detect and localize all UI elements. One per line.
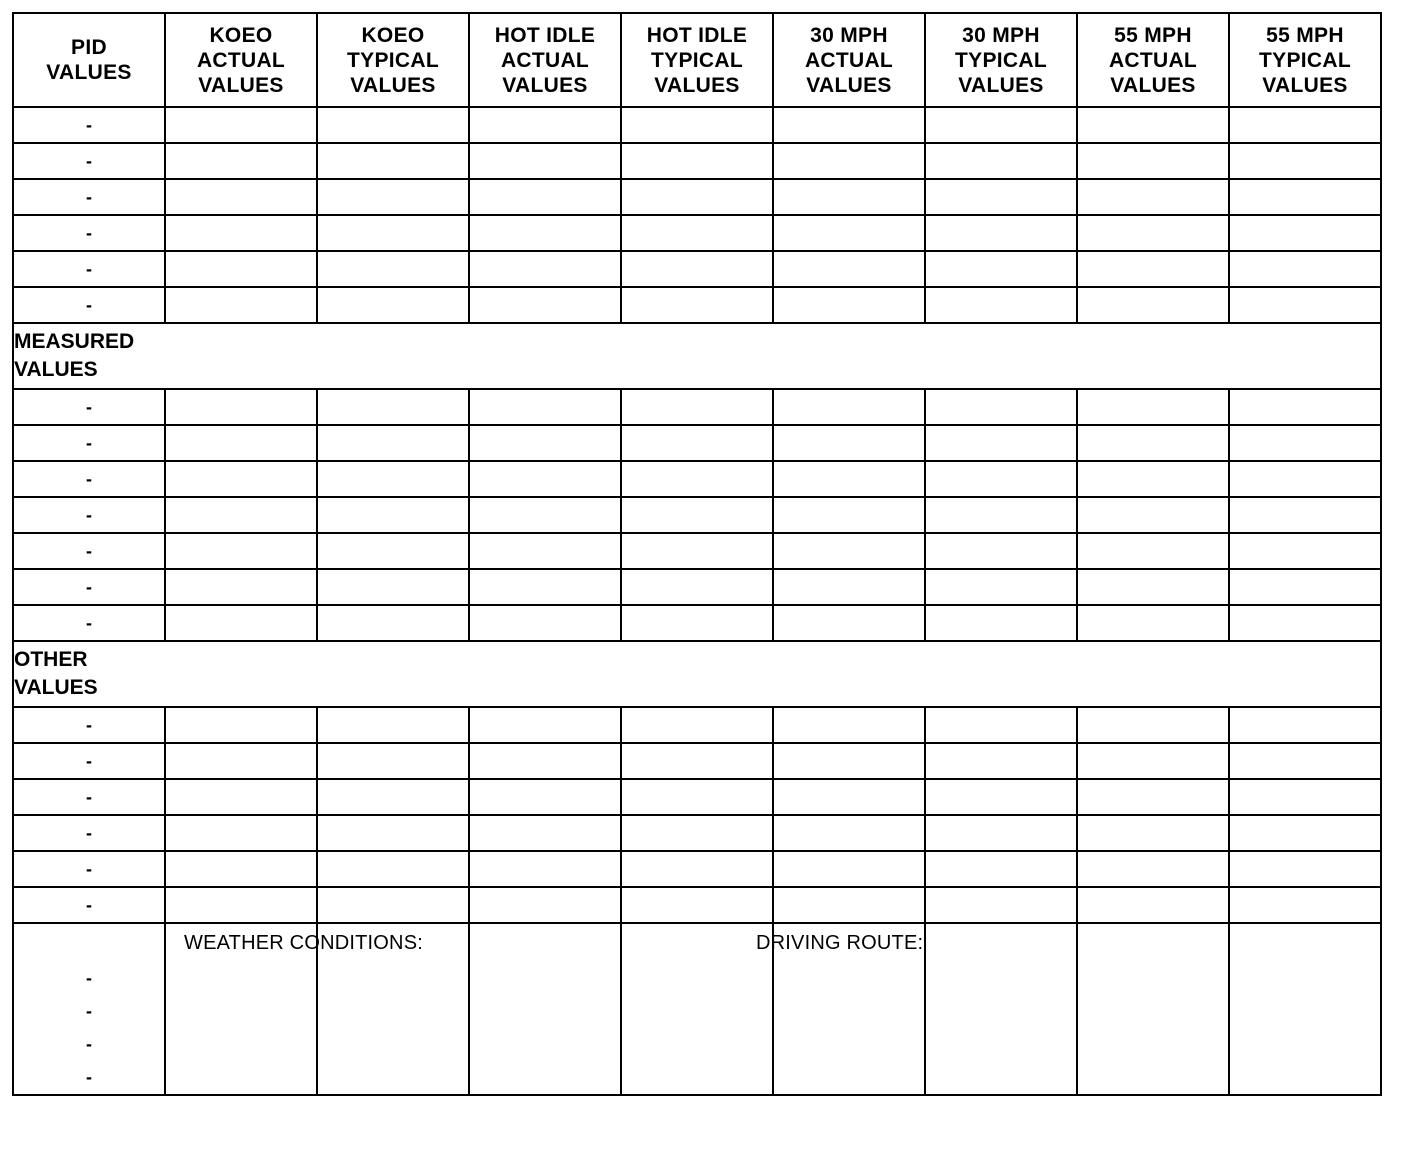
value-cell[interactable] [317,779,469,815]
column-header [165,13,317,107]
column-header [773,13,925,107]
value-cell[interactable] [317,425,469,461]
value-cell[interactable] [773,107,925,143]
section-row [13,425,1381,461]
column-header-line: TYPICAL [955,48,1047,72]
value-cell[interactable] [165,143,317,179]
value-cell[interactable] [469,179,621,215]
value-cell[interactable] [621,887,773,923]
pid-cell[interactable]: - [13,251,165,287]
value-cell[interactable] [165,497,317,533]
pid-row [13,143,1381,179]
pid-row [13,107,1381,143]
value-cell[interactable] [317,707,469,743]
value-cell[interactable] [165,461,317,497]
value-cell[interactable] [773,287,925,323]
value-cell[interactable] [469,851,621,887]
value-cell[interactable] [165,251,317,287]
pid-cell[interactable]: - [13,425,165,461]
section-row [13,707,1381,743]
value-cell[interactable] [317,251,469,287]
notes-marker-cell [13,923,165,1095]
pid-row [13,287,1381,323]
pid-cell[interactable]: - [13,779,165,815]
value-cell[interactable] [1229,461,1381,497]
pid-row [13,251,1381,287]
value-cell[interactable] [925,815,1077,851]
value-cell[interactable] [925,107,1077,143]
column-header-line: VALUES [654,73,740,97]
table-body [13,107,1381,1095]
value-cell[interactable] [1077,143,1229,179]
section-row [13,389,1381,425]
value-cell[interactable] [1229,251,1381,287]
column-header-line: HOT IDLE [646,23,748,47]
column-header [925,13,1077,107]
value-cell[interactable] [1077,605,1229,641]
value-cell[interactable] [1077,287,1229,323]
value-cell[interactable] [621,779,773,815]
value-cell[interactable] [773,215,925,251]
value-cell[interactable] [773,251,925,287]
column-header-line: ACTUAL [196,48,286,72]
value-cell[interactable] [1229,779,1381,815]
value-cell[interactable] [1077,815,1229,851]
value-cell[interactable] [925,215,1077,251]
value-cell[interactable] [469,815,621,851]
value-cell[interactable] [469,461,621,497]
value-cell[interactable] [469,887,621,923]
value-cell[interactable] [1229,287,1381,323]
value-cell[interactable] [317,743,469,779]
pid-cell[interactable]: - [13,143,165,179]
driving-route-label: DRIVING ROUTE: [756,932,924,954]
pid-cell[interactable]: - [13,215,165,251]
value-cell[interactable] [621,743,773,779]
column-header-line: TYPICAL [651,48,743,72]
value-cell[interactable] [1077,179,1229,215]
section-row [13,461,1381,497]
value-cell[interactable] [1229,143,1381,179]
value-cell[interactable] [165,707,317,743]
value-cell[interactable] [469,389,621,425]
pid-cell[interactable]: - [13,851,165,887]
value-cell[interactable] [165,887,317,923]
value-cell[interactable] [1229,533,1381,569]
column-header-line: HOT IDLE [494,23,596,47]
column-header-line: ACTUAL [500,48,590,72]
value-cell[interactable] [925,743,1077,779]
column-header-line: VALUES [1262,73,1348,97]
value-cell[interactable] [469,779,621,815]
column-header-line: VALUES [806,73,892,97]
value-cell[interactable] [925,461,1077,497]
value-cell[interactable] [165,179,317,215]
value-cell[interactable] [165,815,317,851]
column-header-line: ACTUAL [1108,48,1198,72]
column-header-line: VALUES [958,73,1044,97]
value-cell[interactable] [1077,569,1229,605]
value-cell[interactable] [773,815,925,851]
pid-row [13,215,1381,251]
driving-route-cell[interactable] [756,923,925,1095]
value-cell[interactable] [773,851,925,887]
value-cell[interactable] [621,287,773,323]
value-cell[interactable] [317,389,469,425]
value-cell[interactable] [925,887,1077,923]
value-cell[interactable] [1229,815,1381,851]
value-cell[interactable] [621,605,773,641]
value-cell[interactable] [773,497,925,533]
notes-cell[interactable] [469,923,621,1095]
value-cell[interactable] [925,533,1077,569]
notes-marker: - [86,968,92,988]
value-cell[interactable] [317,533,469,569]
section-title-line: VALUES [14,358,98,381]
value-cell[interactable] [773,179,925,215]
notes-cell[interactable] [1077,923,1229,1095]
section-row [13,605,1381,641]
pid-row [13,179,1381,215]
value-cell[interactable] [165,569,317,605]
section-row [13,851,1381,887]
value-cell[interactable] [1077,743,1229,779]
value-cell[interactable] [317,461,469,497]
value-cell[interactable] [165,851,317,887]
value-cell[interactable] [1077,389,1229,425]
column-header-line: 55 MPH [1266,23,1344,47]
pid-cell[interactable]: - [13,815,165,851]
column-header [13,13,165,107]
notes-marker: - [86,1067,92,1087]
value-cell[interactable] [1077,497,1229,533]
value-cell[interactable] [925,179,1077,215]
column-header-line: VALUES [350,73,436,97]
section-row [13,815,1381,851]
value-cell[interactable] [469,497,621,533]
value-cell[interactable] [1229,425,1381,461]
value-cell[interactable] [621,497,773,533]
pid-cell[interactable]: - [13,533,165,569]
value-cell[interactable] [469,707,621,743]
value-cell[interactable] [773,707,925,743]
value-cell[interactable] [317,815,469,851]
column-header [317,13,469,107]
column-header-line: TYPICAL [347,48,439,72]
value-cell[interactable] [1229,743,1381,779]
column-header-line: 55 MPH [1114,23,1192,47]
value-cell[interactable] [1229,569,1381,605]
value-cell[interactable] [165,743,317,779]
column-header-line: KOEO [209,23,273,47]
section-header-row [13,641,1381,707]
value-cell[interactable] [317,497,469,533]
column-header [621,13,773,107]
value-cell[interactable] [925,569,1077,605]
value-cell[interactable] [925,251,1077,287]
value-cell[interactable] [1077,533,1229,569]
value-cell[interactable] [1229,851,1381,887]
column-header-line: 30 MPH [962,23,1040,47]
column-header-line: VALUES [198,73,284,97]
value-cell[interactable] [165,425,317,461]
section-row [13,533,1381,569]
header-row [13,13,1381,107]
value-cell[interactable] [165,389,317,425]
value-cell[interactable] [925,287,1077,323]
notes-cell[interactable] [1229,923,1381,1095]
value-cell[interactable] [621,179,773,215]
value-cell[interactable] [621,851,773,887]
value-cell[interactable] [317,287,469,323]
value-cell[interactable] [1077,707,1229,743]
value-cell[interactable] [1229,389,1381,425]
value-cell[interactable] [317,887,469,923]
value-cell[interactable] [165,533,317,569]
weather-conditions-label: WEATHER CONDITIONS: [184,932,423,954]
pid-values-table [12,12,1382,1096]
pid-cell[interactable]: - [13,743,165,779]
weather-conditions-cell[interactable] [165,923,423,1095]
value-cell[interactable] [773,743,925,779]
section-row [13,779,1381,815]
value-cell[interactable] [621,215,773,251]
column-header-line: VALUES [502,73,588,97]
value-cell[interactable] [165,779,317,815]
value-cell[interactable] [1077,107,1229,143]
value-cell[interactable] [1077,461,1229,497]
value-cell[interactable] [1229,605,1381,641]
value-cell[interactable] [621,143,773,179]
section-title [13,641,1381,707]
value-cell[interactable] [773,605,925,641]
value-cell[interactable] [317,143,469,179]
value-cell[interactable] [469,533,621,569]
value-cell[interactable] [1229,887,1381,923]
column-header-line: VALUES [46,61,132,84]
value-cell[interactable] [773,533,925,569]
value-cell[interactable] [317,179,469,215]
section-row [13,887,1381,923]
column-header-line: PID [71,36,107,59]
value-cell[interactable] [1229,179,1381,215]
value-cell[interactable] [773,461,925,497]
pid-cell[interactable]: - [13,605,165,641]
value-cell[interactable] [469,215,621,251]
notes-marker: - [86,1001,92,1021]
value-cell[interactable] [621,461,773,497]
value-cell[interactable] [621,389,773,425]
value-cell[interactable] [925,497,1077,533]
value-cell[interactable] [165,215,317,251]
section-row [13,569,1381,605]
pid-values-worksheet [12,12,1382,1096]
value-cell[interactable] [469,569,621,605]
column-header-line: VALUES [1110,73,1196,97]
value-cell[interactable] [1077,251,1229,287]
value-cell[interactable] [165,107,317,143]
value-cell[interactable] [317,605,469,641]
value-cell[interactable] [469,251,621,287]
value-cell[interactable] [317,107,469,143]
value-cell[interactable] [925,779,1077,815]
notes-cell[interactable] [621,923,773,1095]
value-cell[interactable] [773,389,925,425]
value-cell[interactable] [773,143,925,179]
value-cell[interactable] [165,287,317,323]
notes-cell[interactable] [925,923,1077,1095]
value-cell[interactable] [621,107,773,143]
notes-markers [14,924,164,1088]
value-cell[interactable] [1229,497,1381,533]
section-row [13,743,1381,779]
value-cell[interactable] [621,815,773,851]
value-cell[interactable] [1229,107,1381,143]
value-cell[interactable] [925,425,1077,461]
column-header [1229,13,1381,107]
value-cell[interactable] [469,143,621,179]
value-cell[interactable] [317,569,469,605]
notes-cell[interactable] [317,923,469,1095]
value-cell[interactable] [469,287,621,323]
value-cell[interactable] [317,215,469,251]
notes-marker: - [86,1034,92,1054]
value-cell[interactable] [469,425,621,461]
value-cell[interactable] [621,425,773,461]
column-header-line: TYPICAL [1259,48,1351,72]
value-cell[interactable] [925,707,1077,743]
value-cell[interactable] [1077,215,1229,251]
column-header-line: 30 MPH [810,23,888,47]
pid-cell[interactable]: - [13,107,165,143]
value-cell[interactable] [925,389,1077,425]
column-header [469,13,621,107]
value-cell[interactable] [621,707,773,743]
value-cell[interactable] [165,605,317,641]
value-cell[interactable] [925,851,1077,887]
pid-cell[interactable]: - [13,569,165,605]
value-cell[interactable] [773,887,925,923]
value-cell[interactable] [1077,851,1229,887]
section-title-line: MEASURED [14,330,135,353]
pid-cell[interactable]: - [13,179,165,215]
notes-row [13,923,1381,1095]
value-cell[interactable] [621,251,773,287]
column-header [1077,13,1229,107]
value-cell[interactable] [773,569,925,605]
value-cell[interactable] [621,569,773,605]
pid-cell[interactable]: - [13,497,165,533]
value-cell[interactable] [1229,707,1381,743]
pid-cell[interactable]: - [13,287,165,323]
pid-cell[interactable]: - [13,461,165,497]
section-title [13,323,1381,389]
value-cell[interactable] [1077,887,1229,923]
value-cell[interactable] [1077,425,1229,461]
column-header-line: KOEO [361,23,425,47]
value-cell[interactable] [469,107,621,143]
pid-cell[interactable]: - [13,887,165,923]
value-cell[interactable] [1229,215,1381,251]
value-cell[interactable] [773,425,925,461]
value-cell[interactable] [925,605,1077,641]
value-cell[interactable] [469,743,621,779]
section-row [13,497,1381,533]
value-cell[interactable] [317,851,469,887]
value-cell[interactable] [925,143,1077,179]
pid-cell[interactable]: - [13,389,165,425]
section-title-line: OTHER [14,648,88,671]
value-cell[interactable] [469,605,621,641]
pid-cell[interactable]: - [13,707,165,743]
column-header-line: ACTUAL [804,48,894,72]
value-cell[interactable] [1077,779,1229,815]
section-title-line: VALUES [14,676,98,699]
section-header-row [13,323,1381,389]
value-cell[interactable] [773,779,925,815]
value-cell[interactable] [621,533,773,569]
